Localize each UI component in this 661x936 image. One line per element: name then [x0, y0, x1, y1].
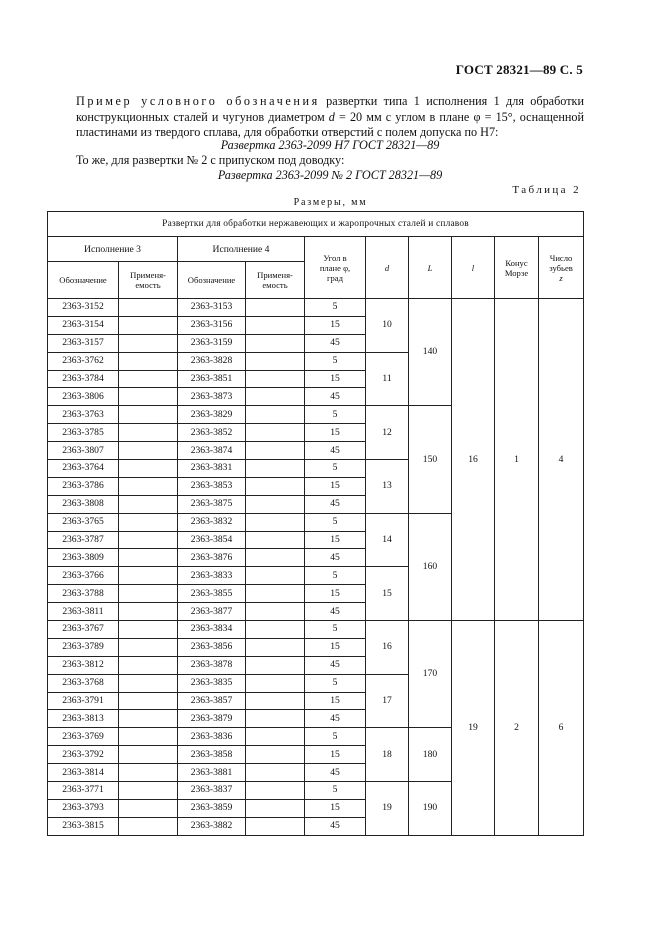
exec3-applicability — [119, 621, 178, 639]
angle-value: 45 — [305, 549, 366, 567]
header-teeth-line3: z — [559, 272, 563, 283]
angle-value: 15 — [305, 370, 366, 388]
angle-value: 15 — [305, 585, 366, 603]
exec4-applicability — [246, 799, 305, 817]
exec4-designation: 2363-3831 — [178, 460, 246, 478]
exec3-applicability — [119, 674, 178, 692]
header-applicability-3-line1: Применя- — [130, 270, 166, 280]
exec3-applicability — [119, 388, 178, 406]
exec3-applicability — [119, 442, 178, 460]
exec4-designation: 2363-3877 — [178, 603, 246, 621]
exec3-designation: 2363-3767 — [48, 621, 119, 639]
exec4-applicability — [246, 460, 305, 478]
header-L: L — [409, 237, 452, 299]
exec4-applicability — [246, 477, 305, 495]
angle-value: 45 — [305, 388, 366, 406]
angle-value: 5 — [305, 299, 366, 317]
L-value: 190 — [409, 782, 452, 836]
angle-value: 15 — [305, 316, 366, 334]
header-teeth — [539, 237, 584, 299]
angle-value: 45 — [305, 334, 366, 352]
exec3-applicability — [119, 334, 178, 352]
d-value: 14 — [366, 513, 409, 567]
exec3-applicability — [119, 603, 178, 621]
exec4-designation: 2363-3855 — [178, 585, 246, 603]
exec4-applicability — [246, 585, 305, 603]
angle-value: 5 — [305, 782, 366, 800]
header-d: d — [366, 237, 409, 299]
exec3-applicability — [119, 352, 178, 370]
exec3-designation: 2363-3764 — [48, 460, 119, 478]
exec4-designation: 2363-3881 — [178, 764, 246, 782]
angle-value: 45 — [305, 603, 366, 621]
exec3-applicability — [119, 692, 178, 710]
exec3-designation: 2363-3157 — [48, 334, 119, 352]
exec3-designation: 2363-3771 — [48, 782, 119, 800]
morse-value: 1 — [495, 299, 539, 621]
exec4-designation: 2363-3874 — [178, 442, 246, 460]
exec4-applicability — [246, 817, 305, 835]
exec4-designation: 2363-3859 — [178, 799, 246, 817]
angle-value: 5 — [305, 728, 366, 746]
exec4-designation: 2363-3835 — [178, 674, 246, 692]
angle-value: 15 — [305, 799, 366, 817]
exec4-applicability — [246, 495, 305, 513]
exec4-applicability — [246, 352, 305, 370]
header-angle — [305, 237, 366, 299]
d-value: 13 — [366, 460, 409, 514]
table-number: Таблица 2 — [512, 184, 581, 196]
exec3-applicability — [119, 406, 178, 424]
exec3-applicability — [119, 638, 178, 656]
header-applicability-3 — [119, 262, 178, 299]
angle-value: 5 — [305, 352, 366, 370]
table-body — [48, 299, 584, 836]
exec3-designation: 2363-3806 — [48, 388, 119, 406]
angle-value: 45 — [305, 710, 366, 728]
d-value: 18 — [366, 728, 409, 782]
angle-value: 5 — [305, 674, 366, 692]
exec3-designation: 2363-3766 — [48, 567, 119, 585]
angle-value: 45 — [305, 817, 366, 835]
exec4-designation: 2363-3856 — [178, 638, 246, 656]
exec4-designation: 2363-3858 — [178, 746, 246, 764]
exec4-designation: 2363-3156 — [178, 316, 246, 334]
teeth-value: 4 — [539, 299, 584, 621]
exec4-designation: 2363-3832 — [178, 513, 246, 531]
exec3-applicability — [119, 567, 178, 585]
d-value: 19 — [366, 782, 409, 836]
exec4-designation: 2363-3878 — [178, 656, 246, 674]
exec4-applicability — [246, 442, 305, 460]
exec4-designation: 2363-3153 — [178, 299, 246, 317]
table-caption: Развертки для обработки нержавеющих и жаропрочных сталей и сплавов — [48, 212, 584, 237]
exec3-applicability — [119, 656, 178, 674]
exec3-designation: 2363-3787 — [48, 531, 119, 549]
header-applicability-4-line2: емость — [262, 280, 288, 290]
L-value: 170 — [409, 621, 452, 728]
exec4-designation: 2363-3876 — [178, 549, 246, 567]
exec4-designation: 2363-3852 — [178, 424, 246, 442]
exec3-designation: 2363-3765 — [48, 513, 119, 531]
angle-value: 15 — [305, 531, 366, 549]
header-morse — [495, 237, 539, 299]
exec3-designation: 2363-3768 — [48, 674, 119, 692]
header-angle-line3: град — [326, 272, 343, 283]
exec4-applicability — [246, 603, 305, 621]
d-value: 17 — [366, 674, 409, 728]
exec4-applicability — [246, 674, 305, 692]
angle-value: 15 — [305, 746, 366, 764]
L-value: 140 — [409, 299, 452, 406]
exec4-applicability — [246, 656, 305, 674]
angle-value: 15 — [305, 692, 366, 710]
header-exec3: Исполнение 3 — [48, 237, 178, 262]
exec3-designation: 2363-3789 — [48, 638, 119, 656]
d-value: 11 — [366, 352, 409, 406]
L-value: 160 — [409, 513, 452, 620]
exec3-applicability — [119, 477, 178, 495]
exec4-applicability — [246, 782, 305, 800]
d-value: 15 — [366, 567, 409, 621]
exec3-applicability — [119, 817, 178, 835]
exec3-applicability — [119, 495, 178, 513]
exec4-applicability — [246, 710, 305, 728]
angle-value: 45 — [305, 656, 366, 674]
table-row — [48, 299, 584, 317]
header-angle-line1: Угол в — [323, 252, 347, 263]
teeth-value: 6 — [539, 621, 584, 836]
l-value: 16 — [452, 299, 495, 621]
exec3-applicability — [119, 513, 178, 531]
exec3-designation: 2363-3814 — [48, 764, 119, 782]
exec4-designation: 2363-3882 — [178, 817, 246, 835]
L-value: 150 — [409, 406, 452, 513]
exec3-designation: 2363-3786 — [48, 477, 119, 495]
exec4-applicability — [246, 388, 305, 406]
header-designation-3: Обозначение — [48, 262, 119, 299]
header-l: l — [452, 237, 495, 299]
designation-example-1: Развертка 2363-2099 H7 ГОСТ 28321—89 — [220, 138, 440, 152]
exec3-designation: 2363-3762 — [48, 352, 119, 370]
l-value: 19 — [452, 621, 495, 836]
exec4-designation: 2363-3829 — [178, 406, 246, 424]
exec4-applicability — [246, 549, 305, 567]
exec4-designation: 2363-3159 — [178, 334, 246, 352]
header-exec4: Исполнение 4 — [178, 237, 305, 262]
exec3-applicability — [119, 299, 178, 317]
angle-value: 15 — [305, 477, 366, 495]
angle-value: 5 — [305, 460, 366, 478]
exec3-applicability — [119, 710, 178, 728]
page-header: ГОСТ 28321—89 С. 5 — [455, 62, 583, 77]
table-row — [48, 621, 584, 639]
header-morse-line2: Морзе — [504, 267, 529, 278]
exec4-applicability — [246, 621, 305, 639]
example-paragraph — [76, 94, 584, 141]
sizes-label: Размеры, мм — [293, 197, 368, 208]
angle-value: 45 — [305, 764, 366, 782]
exec4-applicability — [246, 370, 305, 388]
angle-value: 45 — [305, 495, 366, 513]
header-applicability-3-line2: емость — [135, 280, 161, 290]
exec3-designation: 2363-3769 — [48, 728, 119, 746]
exec3-designation: 2363-3784 — [48, 370, 119, 388]
d-value: 16 — [366, 621, 409, 675]
exec4-applicability — [246, 764, 305, 782]
exec3-applicability — [119, 728, 178, 746]
exec4-applicability — [246, 334, 305, 352]
exec3-applicability — [119, 460, 178, 478]
exec3-designation: 2363-3813 — [48, 710, 119, 728]
exec4-designation: 2363-3875 — [178, 495, 246, 513]
exec3-designation: 2363-3154 — [48, 316, 119, 334]
exec4-designation: 2363-3833 — [178, 567, 246, 585]
exec4-applicability — [246, 746, 305, 764]
exec3-designation: 2363-3152 — [48, 299, 119, 317]
header-teeth-line1: Число — [549, 252, 573, 263]
exec4-applicability — [246, 406, 305, 424]
angle-value: 5 — [305, 513, 366, 531]
exec4-designation: 2363-3834 — [178, 621, 246, 639]
d-value: 12 — [366, 406, 409, 460]
exec3-applicability — [119, 799, 178, 817]
exec3-applicability — [119, 764, 178, 782]
exec3-applicability — [119, 585, 178, 603]
exec3-applicability — [119, 316, 178, 334]
exec3-designation: 2363-3808 — [48, 495, 119, 513]
exec3-designation: 2363-3785 — [48, 424, 119, 442]
exec4-designation: 2363-3879 — [178, 710, 246, 728]
example-lead: Пример условного обозначения — [76, 94, 320, 108]
exec4-applicability — [246, 299, 305, 317]
angle-value: 5 — [305, 406, 366, 424]
dimensions-table — [47, 211, 584, 836]
exec3-applicability — [119, 370, 178, 388]
exec4-applicability — [246, 638, 305, 656]
d-value: 10 — [366, 299, 409, 353]
exec3-applicability — [119, 549, 178, 567]
exec3-designation: 2363-3807 — [48, 442, 119, 460]
angle-value: 45 — [305, 442, 366, 460]
exec3-designation: 2363-3763 — [48, 406, 119, 424]
exec3-designation: 2363-3792 — [48, 746, 119, 764]
exec4-applicability — [246, 692, 305, 710]
morse-value: 2 — [495, 621, 539, 836]
exec4-applicability — [246, 531, 305, 549]
example-text-3: = 15°, оснащенной пластинами из твердого сплава, для обработки отверстий с полем допуска по H7: — [76, 109, 584, 140]
exec3-applicability — [119, 531, 178, 549]
exec3-designation: 2363-3811 — [48, 603, 119, 621]
exec4-applicability — [246, 728, 305, 746]
phi-symbol: φ — [473, 109, 481, 124]
d-symbol: d — [328, 109, 335, 124]
header-morse-line1: Конус — [505, 257, 528, 268]
exec4-designation: 2363-3851 — [178, 370, 246, 388]
example-text-2: = 20 мм с углом в плане — [334, 109, 474, 124]
angle-value: 15 — [305, 638, 366, 656]
same-text: То же, для развертки № 2 с припуском под доводку: — [76, 153, 345, 167]
header-designation-4: Обозначение — [178, 262, 246, 299]
designation-example-2: Развертка 2363-2099 № 2 ГОСТ 28321—89 — [217, 168, 443, 182]
exec4-applicability — [246, 316, 305, 334]
angle-value: 5 — [305, 621, 366, 639]
exec3-applicability — [119, 424, 178, 442]
exec4-applicability — [246, 513, 305, 531]
L-value: 180 — [409, 728, 452, 782]
header-applicability-4-line1: Применя- — [257, 270, 293, 280]
angle-value: 5 — [305, 567, 366, 585]
exec3-designation: 2363-3809 — [48, 549, 119, 567]
exec3-designation: 2363-3791 — [48, 692, 119, 710]
exec4-designation: 2363-3837 — [178, 782, 246, 800]
exec4-designation: 2363-3873 — [178, 388, 246, 406]
exec3-designation: 2363-3812 — [48, 656, 119, 674]
exec4-designation: 2363-3836 — [178, 728, 246, 746]
exec3-applicability — [119, 746, 178, 764]
exec4-applicability — [246, 424, 305, 442]
exec3-designation: 2363-3788 — [48, 585, 119, 603]
exec4-designation: 2363-3857 — [178, 692, 246, 710]
header-angle-line2: плане φ, — [319, 262, 351, 273]
exec3-designation: 2363-3793 — [48, 799, 119, 817]
example-text-1: развертки типа 1 исполнения 1 для обработки конструкционных сталей и чугунов диаметром — [76, 94, 584, 124]
angle-value: 15 — [305, 424, 366, 442]
exec3-designation: 2363-3815 — [48, 817, 119, 835]
exec3-applicability — [119, 782, 178, 800]
header-applicability-4 — [246, 262, 305, 299]
exec4-designation: 2363-3853 — [178, 477, 246, 495]
exec4-applicability — [246, 567, 305, 585]
exec4-designation: 2363-3854 — [178, 531, 246, 549]
header-teeth-line2: зубьев — [549, 262, 573, 273]
exec4-designation: 2363-3828 — [178, 352, 246, 370]
